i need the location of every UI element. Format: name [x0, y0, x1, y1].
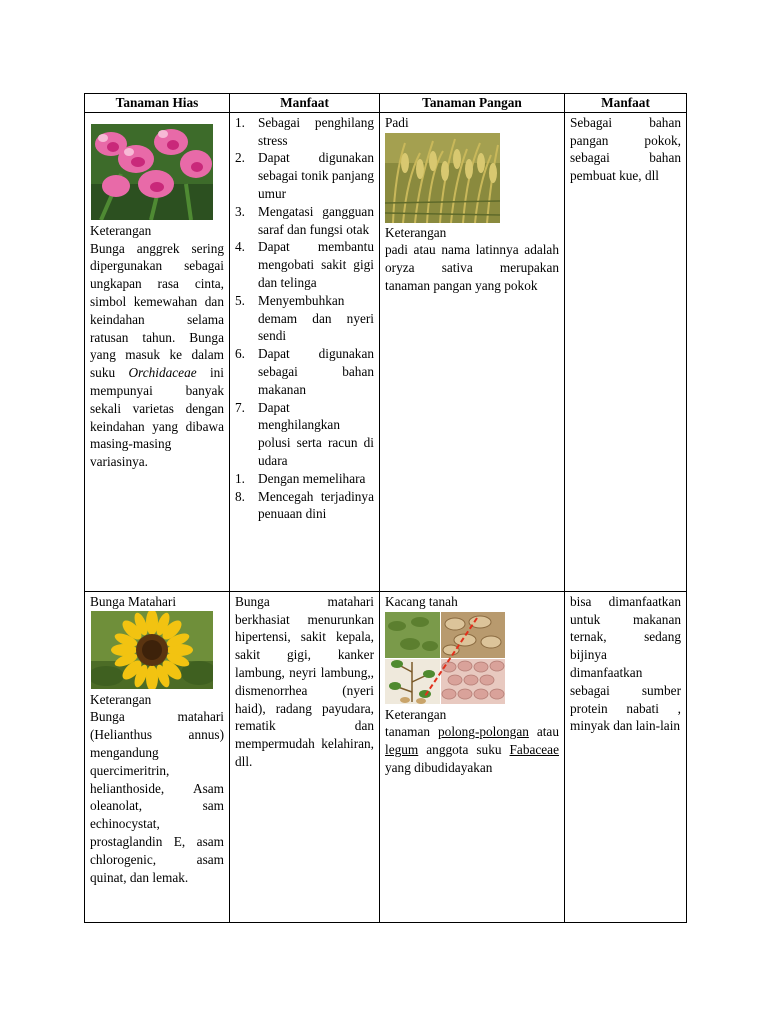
list-text: Mencegah terjadinya penuaan dini — [258, 488, 374, 522]
rice-plant-photo — [385, 133, 500, 223]
list-item — [235, 203, 374, 239]
list-number: 5. — [235, 292, 245, 308]
list-number: 1. — [235, 470, 245, 486]
header-tanaman-pangan: Tanaman Pangan — [380, 94, 565, 113]
list-number: 7. — [235, 399, 245, 415]
cell-padi-manfaat: Sebagai bahan pangan pokok, sebagai bahan pembuat kue, dll — [565, 112, 687, 591]
padi-description: padi atau nama latinnya adalah oryza sativa merupakan tanaman pangan yang pokok — [385, 242, 559, 293]
list-number: 8. — [235, 488, 245, 504]
list-text: Dapat digunakan sebagai bahan makanan — [258, 346, 374, 397]
cell-kacang — [380, 591, 565, 922]
list-text: Mengatasi gangguan saraf dan fungsi otak — [258, 203, 374, 237]
table-row — [85, 112, 687, 591]
plant-table — [84, 93, 687, 923]
list-number: 3. — [235, 203, 245, 219]
sunflower-photo — [91, 611, 213, 689]
sunflower-name: Bunga Matahari — [90, 593, 177, 609]
list-item — [235, 470, 374, 488]
legum-link[interactable]: legum — [385, 742, 419, 758]
list-item — [235, 149, 374, 202]
list-number: 4. — [235, 239, 245, 255]
cell-sunflower-manfaat: Bunga matahari berkhasiat menurunkan hipertensi, sakit kepala, sakit gigi, kanker lambung, neyri lambung,, dismenorrhea (nyeri haid), radang payudara, rematik dan mempermudah kelahiran, dll. — [230, 591, 380, 922]
header-manfaat-pangan: Manfaat — [565, 94, 687, 113]
peanut-collage-photo — [385, 612, 505, 704]
list-text: Sebagai penghilang stress — [258, 114, 374, 148]
fabaceae-link[interactable]: Fabaceae — [509, 742, 559, 758]
kacang-desc-text: atau — [528, 724, 559, 740]
kacang-desc-text: anggota suku — [418, 742, 510, 758]
kacang-description — [385, 723, 559, 776]
orchid-keterangan-label: Keterangan — [90, 222, 152, 238]
polong-polongan-link[interactable]: polong-polongan — [438, 724, 529, 740]
list-item — [235, 114, 374, 150]
padi-name: Padi — [385, 114, 409, 130]
header-manfaat-hias: Manfaat — [230, 94, 380, 113]
orchid-description — [90, 240, 224, 471]
padi-keterangan-label: Keterangan — [385, 224, 447, 240]
cell-padi — [380, 112, 565, 591]
list-text: Menyembuhkan demam dan nyeri sendi — [258, 292, 374, 344]
list-text: Dapat menghilangkan polusi serta racun di udara — [258, 399, 374, 468]
orchid-desc-text: Bunga anggrek sering dipergunakan sebagai ungkapan rasa cinta, simbol kemewahan dan keindahan selama ratusan tahun. Bunga yang masuk ke dalam suku — [90, 240, 224, 381]
list-number: 1. — [235, 114, 245, 130]
orchid-flower-photo — [91, 124, 213, 220]
list-text: Dapat membantu mengobati sakit gigi dan telinga — [258, 239, 374, 290]
kacang-keterangan-label: Keterangan — [385, 706, 447, 722]
sunflower-keterangan-label: Keterangan — [90, 691, 152, 707]
sunflower-description: Bunga matahari (Helianthus annus) mengandung quercimeritrin, helianthoside, Asam oleanolat, sam echinocystat, prostaglandin E, asam chlorogenic, asam quinat, dan lemak. — [90, 709, 224, 885]
list-text: Dengan memelihara — [258, 470, 366, 486]
cell-sunflower — [85, 591, 230, 922]
list-item — [235, 399, 374, 470]
kacang-desc-text: yang dibudidayakan — [385, 759, 493, 775]
header-row — [85, 94, 687, 113]
cell-kacang-manfaat: bisa dimanfaatkan untuk makanan ternak, sedang bijinya dimanfaatkan sebagai sumber protein nabati , minyak dan lain-lain — [565, 591, 687, 922]
table-row — [85, 591, 687, 922]
cell-orchid — [85, 112, 230, 591]
orchid-family-name: Orchidaceae — [128, 365, 197, 381]
orchid-desc-text-end: ini mempunyai banyak sekali varietas dengan keindahan yang dibawa masing-masing variasinya. — [90, 365, 224, 470]
kacang-desc-text: tanaman — [385, 724, 439, 740]
list-item — [235, 488, 374, 524]
list-item — [235, 345, 374, 398]
header-tanaman-hias: Tanaman Hias — [85, 94, 230, 113]
list-number: 2. — [235, 150, 245, 166]
list-item — [235, 238, 374, 291]
list-item — [235, 292, 374, 345]
list-text: Dapat digunakan sebagai tonik panjang umur — [258, 150, 374, 201]
cell-orchid-manfaat — [230, 112, 380, 591]
orchid-benefit-list — [235, 114, 374, 523]
list-number: 6. — [235, 346, 245, 362]
kacang-name: Kacang tanah — [385, 593, 458, 609]
